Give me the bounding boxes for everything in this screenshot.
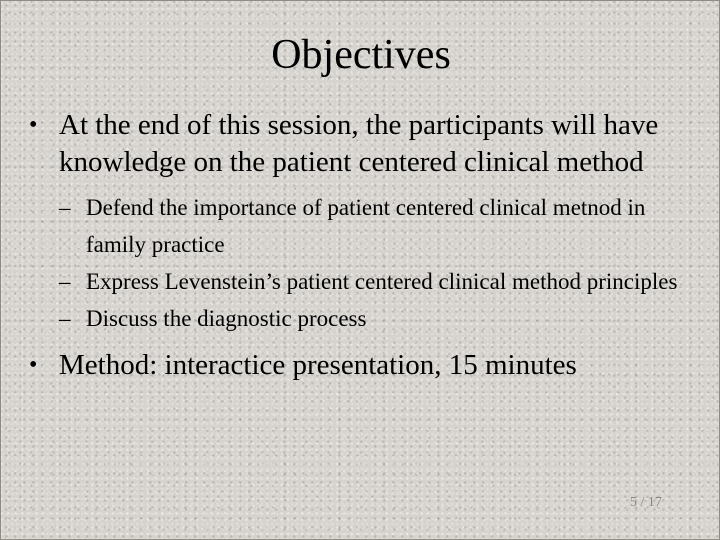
bullet-marker: • (29, 352, 38, 378)
bullet-text: Method: interactice presentation, 15 minutes (59, 349, 577, 381)
bullet-item (29, 347, 701, 384)
sub-bullet-list (29, 189, 701, 337)
bullet-marker: • (29, 112, 38, 138)
sub-bullet-item (29, 189, 701, 263)
sub-bullet-text: Express Levenstein’s patient centered clinical method principles (86, 269, 678, 294)
sub-bullet-dash: – (59, 195, 71, 220)
page-number: 5 / 17 (630, 495, 662, 510)
slide-content (29, 107, 701, 384)
sub-bullet-text: Discuss the diagnostic process (86, 306, 367, 331)
sub-bullet-dash: – (59, 269, 71, 294)
slide-title: Objectives (271, 32, 451, 78)
sub-bullet-dash: – (59, 306, 71, 331)
bullet-item (29, 107, 701, 181)
sub-bullet-text: Defend the importance of patient centered clinical metnod in family practice (86, 195, 646, 257)
sub-bullet-item (29, 263, 701, 300)
sub-bullet-item (29, 300, 701, 337)
bullet-text: At the end of this session, the participants will have knowledge on the patient centered clinical method (59, 109, 659, 178)
